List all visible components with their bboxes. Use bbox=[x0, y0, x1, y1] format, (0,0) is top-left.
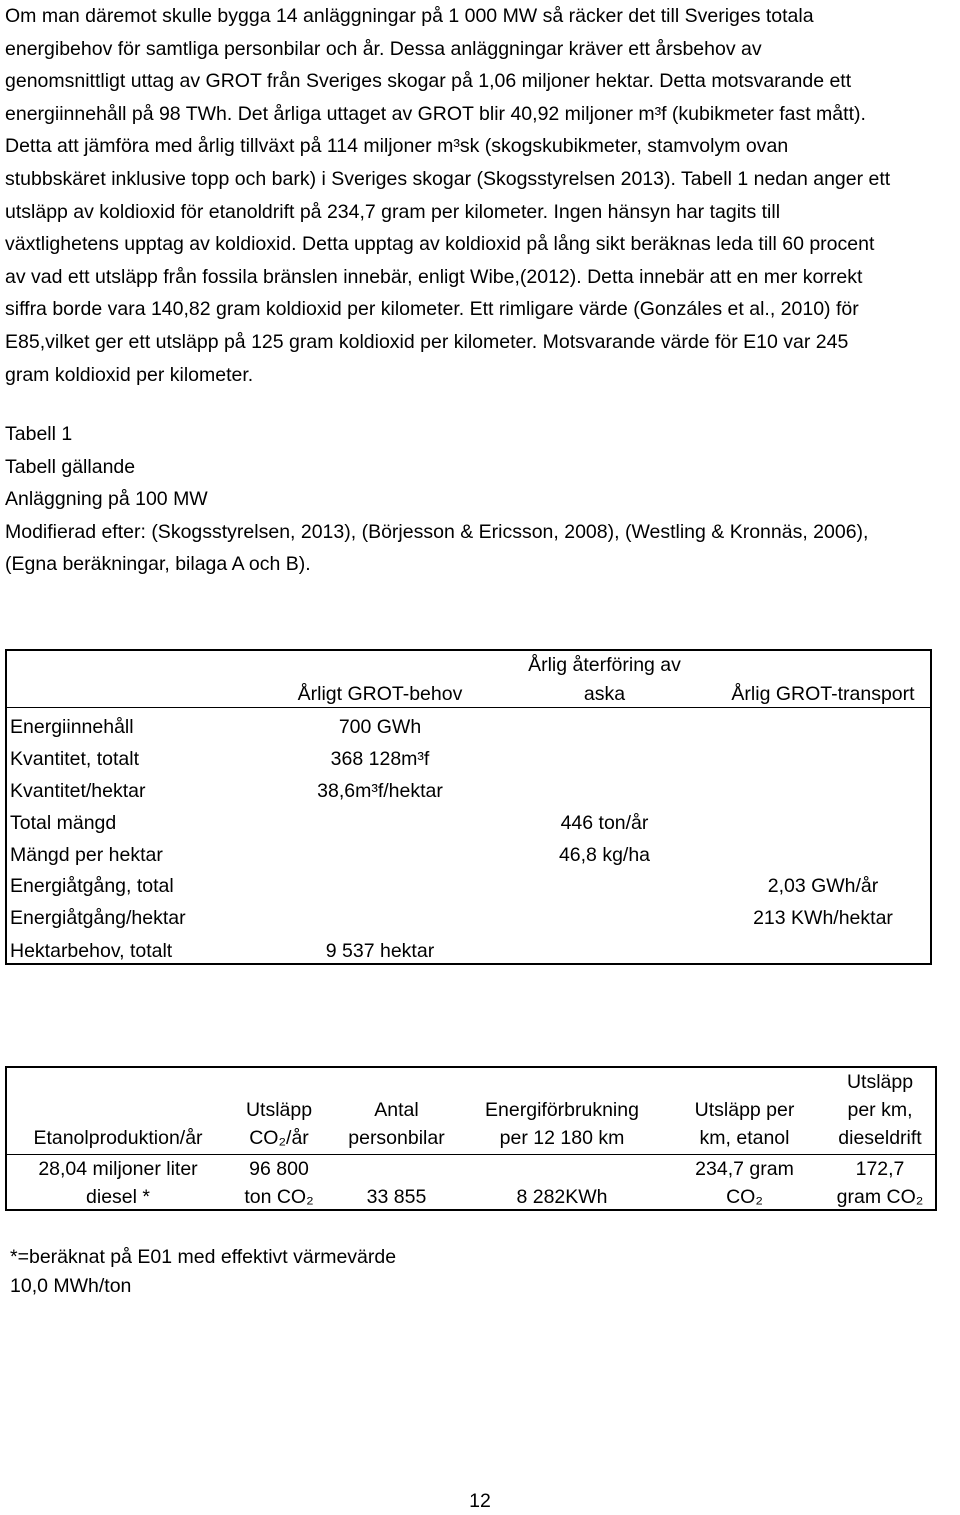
paragraph-line: energibehov för samtliga personbilar och år. Dessa anläggningar kräver ett årsbehov av bbox=[5, 37, 762, 60]
table-cell: 96 800 bbox=[249, 1158, 309, 1180]
table-source: (Egna beräkningar, bilaga A och B). bbox=[5, 553, 311, 576]
table-plant: Anläggning på 100 MW bbox=[5, 488, 208, 511]
paragraph-line: stubbskäret inklusive topp och bark) i Sveriges skogar (Skogsstyrelsen 2013). Tabell 1 nedan anger ett bbox=[5, 167, 891, 190]
column-header: dieseldrift bbox=[838, 1127, 922, 1149]
table-source: Modifierad efter: (Skogsstyrelsen, 2013), (Börjesson & Ericsson, 2008), (Westling & Kronnäs, 2006), bbox=[5, 520, 869, 543]
column-header: Antal bbox=[374, 1099, 419, 1121]
column-header: Etanolproduktion/år bbox=[33, 1127, 203, 1149]
paragraph-line: E85,vilket ger ett utsläpp på 125 gram koldioxid per kilometer. Motsvarande värde för E10 var 245 bbox=[5, 330, 849, 353]
paragraph-line: energiinnehåll på 98 TWh. Det årliga uttaget av GROT blir 40,92 miljoner m³f (kubikmeter fast mått). bbox=[5, 102, 866, 125]
row-label: Kvantitet, totalt bbox=[10, 748, 139, 770]
table-cell: 38,6m³f/hektar bbox=[317, 780, 443, 802]
footnote-line: 10,0 MWh/ton bbox=[10, 1275, 132, 1297]
paragraph-line: utsläpp av koldioxid för etanoldrift på 234,7 gram per kilometer. Ingen hänsyn har tagits till bbox=[5, 200, 781, 223]
table-cell: 700 GWh bbox=[338, 716, 422, 738]
column-header: Årligt GROT-behov bbox=[297, 683, 463, 705]
row-label: Energiåtgång/hektar bbox=[10, 907, 186, 929]
column-header: aska bbox=[583, 683, 626, 705]
column-header: Utsläpp per bbox=[694, 1099, 795, 1121]
footnote bbox=[10, 1243, 396, 1301]
body-paragraph bbox=[5, 0, 960, 391]
page-number: 12 bbox=[469, 1490, 491, 1512]
paragraph-line: Detta att jämföra med årlig tillväxt på 114 miljoner m³sk (skogskubikmeter, stamvolym ovan bbox=[5, 135, 789, 158]
row-label: Energiinnehåll bbox=[10, 716, 134, 738]
column-header: Energiförbrukning bbox=[485, 1099, 639, 1121]
column-header: Utsläpp bbox=[846, 1071, 914, 1093]
paragraph-line: Om man däremot skulle bygga 14 anläggningar på 1 000 MW så räcker det till Sveriges totala bbox=[5, 5, 814, 27]
emission-table bbox=[5, 1066, 937, 1211]
table-cell: 234,7 gram bbox=[695, 1158, 794, 1180]
column-header: Utsläpp bbox=[245, 1099, 313, 1121]
table-cell: 46,8 kg/ha bbox=[558, 844, 651, 866]
row-label: Hektarbehov, totalt bbox=[10, 940, 173, 962]
table-cell: 8 282KWh bbox=[516, 1186, 608, 1208]
row-label: Kvantitet/hektar bbox=[10, 780, 146, 802]
paragraph-line: av vad ett utsläpp från fossila bränslen innebär, enligt Wibe,(2012). Detta innebär att en mer korrekt bbox=[5, 265, 863, 288]
table-cell: gram CO₂ bbox=[836, 1186, 924, 1208]
column-header: km, etanol bbox=[699, 1127, 790, 1149]
table-cell: 368 128m³f bbox=[330, 748, 430, 770]
row-label: Energiåtgång, total bbox=[10, 875, 174, 897]
table-cell: 172,7 bbox=[855, 1158, 905, 1180]
row-label: Total mängd bbox=[10, 812, 117, 834]
table-cell: CO₂ bbox=[726, 1186, 763, 1208]
table-cell: 33 855 bbox=[366, 1186, 427, 1208]
grot-table bbox=[5, 649, 932, 965]
table-cell: diesel * bbox=[86, 1186, 150, 1208]
paragraph-line: växtlighetens upptag av koldioxid. Detta upptag av koldioxid på lång sikt beräknas leda till 60 procent bbox=[5, 233, 875, 256]
paragraph-line: gram koldioxid per kilometer. bbox=[5, 363, 254, 386]
table-cell: 9 537 hektar bbox=[325, 940, 435, 962]
table-subtitle: Tabell gällande bbox=[5, 455, 136, 478]
table-cell: ton CO₂ bbox=[244, 1186, 314, 1208]
footnote-line: *=beräknat på E01 med effektivt värmevärde bbox=[10, 1246, 397, 1268]
column-header: per 12 180 km bbox=[499, 1127, 625, 1149]
table-cell: 213 KWh/hektar bbox=[753, 907, 893, 929]
column-header: personbilar bbox=[348, 1127, 445, 1149]
column-header: Årlig GROT-transport bbox=[731, 683, 915, 705]
paragraph-line: genomsnittligt uttag av GROT från Sveriges skogar på 1,06 miljoner hektar. Detta motsvarande ett bbox=[5, 70, 852, 93]
paragraph-line: siffra borde vara 140,82 gram koldioxid per kilometer. Ett rimligare värde (Gonzáles et al., 2010) för bbox=[5, 298, 859, 321]
table-title: Tabell 1 bbox=[5, 423, 73, 445]
column-header: Årlig återföring av bbox=[528, 654, 681, 676]
row-label: Mängd per hektar bbox=[10, 844, 163, 866]
table-caption bbox=[5, 418, 955, 581]
table-cell: 28,04 miljoner liter bbox=[38, 1158, 198, 1180]
column-header: per km, bbox=[847, 1099, 913, 1121]
table-cell: 2,03 GWh/år bbox=[767, 875, 879, 897]
column-header: CO₂/år bbox=[249, 1127, 309, 1149]
table-cell: 446 ton/år bbox=[560, 812, 649, 834]
